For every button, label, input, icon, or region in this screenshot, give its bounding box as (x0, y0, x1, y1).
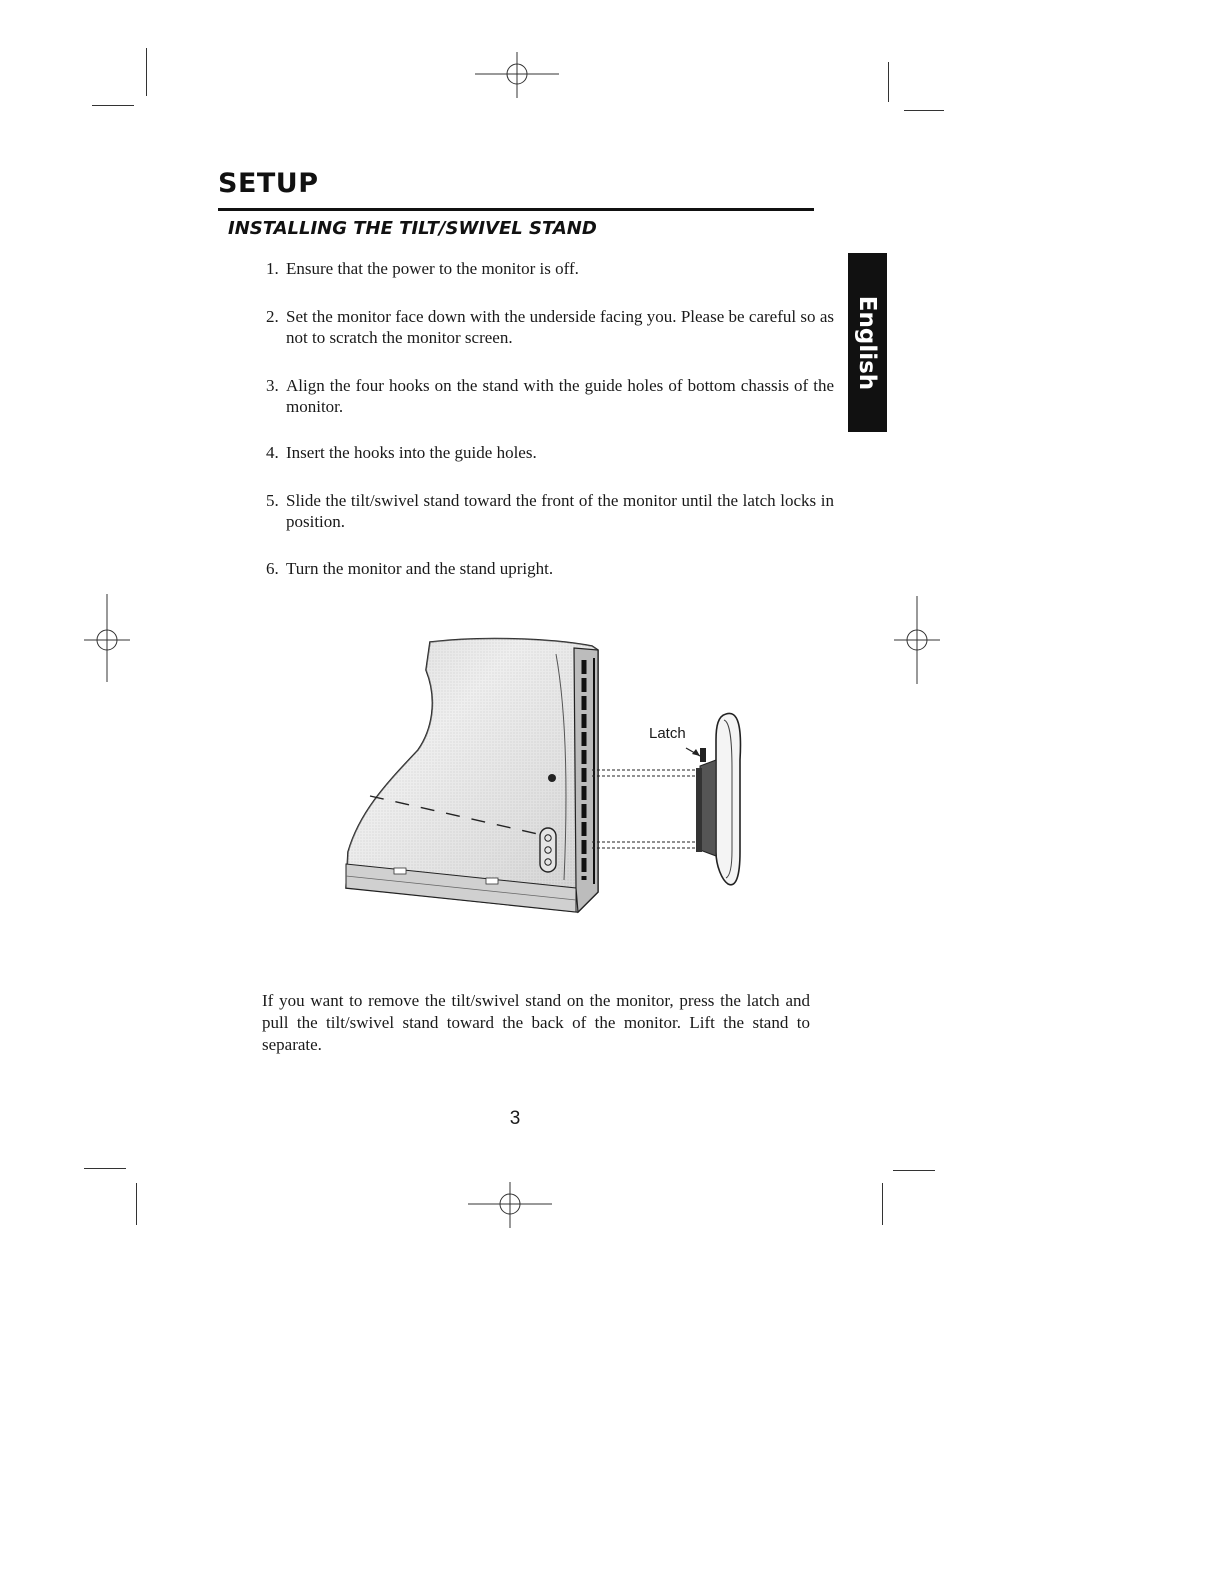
registration-mark-icon (84, 594, 130, 682)
language-tab (848, 253, 887, 432)
tilt-swivel-stand (716, 713, 740, 884)
registration-mark-icon (894, 596, 940, 684)
title-rule (218, 208, 814, 211)
crop-mark (893, 1170, 935, 1171)
crop-mark (882, 1183, 883, 1225)
step-text: Ensure that the power to the monitor is off. (286, 259, 579, 278)
list-item (266, 490, 834, 532)
registration-mark-icon (468, 1182, 552, 1228)
step-number: 4. (266, 443, 279, 462)
list-item (266, 558, 834, 579)
crop-mark (136, 1183, 137, 1225)
crop-mark (888, 62, 889, 102)
latch-label: Latch (649, 725, 686, 742)
step-text: Insert the hooks into the guide holes. (286, 443, 537, 462)
step-text: Turn the monitor and the stand upright. (286, 559, 554, 578)
step-number: 3. (266, 376, 279, 395)
step-number: 6. (266, 559, 279, 578)
step-number: 5. (266, 491, 279, 510)
crop-mark (84, 1168, 126, 1169)
crop-mark (146, 48, 147, 96)
step-number: 1. (266, 259, 279, 278)
section-title: SETUP (218, 168, 319, 199)
list-item (266, 258, 834, 279)
crop-mark (904, 110, 944, 111)
page-number: 3 (509, 1108, 521, 1129)
step-text: Align the four hooks on the stand with the guide holes of bottom chassis of the monitor. (286, 376, 834, 416)
subsection-title: INSTALLING THE TILT/SWIVEL STAND (228, 218, 597, 239)
registration-mark-icon (475, 52, 559, 98)
monitor-stand-illustration (330, 630, 770, 920)
step-text: Set the monitor face down with the underside facing you. Please be careful so as not to scratch the monitor screen. (286, 307, 834, 347)
list-item (266, 306, 834, 348)
step-number: 2. (266, 307, 279, 326)
removal-note: If you want to remove the tilt/swivel stand on the monitor, press the latch and pull the tilt/swivel stand toward the back of the monitor. Lift the stand to separate. (262, 991, 810, 1054)
crop-mark (92, 105, 134, 106)
list-item (266, 442, 834, 463)
language-tab-label: English (854, 295, 881, 390)
step-text: Slide the tilt/swivel stand toward the front of the monitor until the latch locks in position. (286, 491, 834, 531)
list-item (266, 375, 834, 417)
